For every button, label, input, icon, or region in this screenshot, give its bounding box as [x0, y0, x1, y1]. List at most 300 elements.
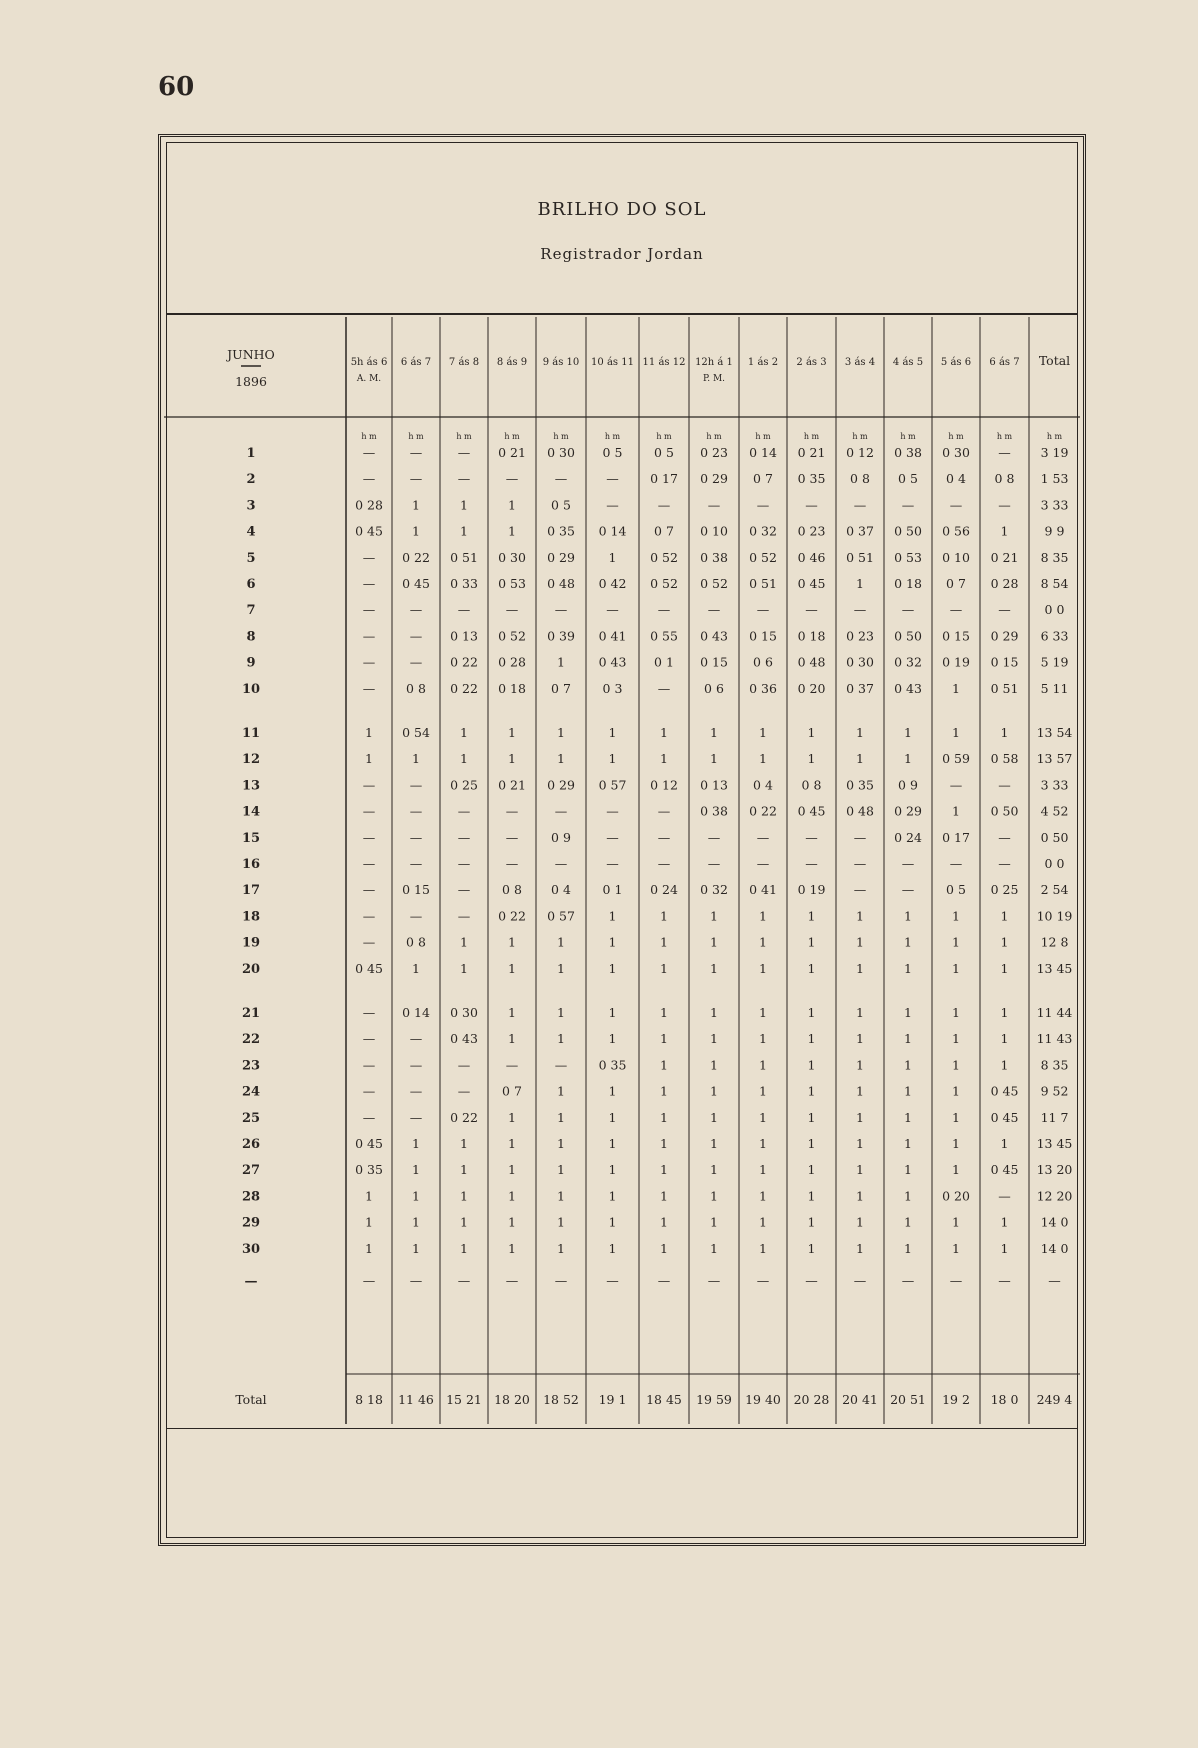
column-header: 7 ás 8 — [448, 357, 480, 368]
data-cell: 0 52 — [749, 549, 777, 565]
data-cell: 0 15 — [700, 654, 728, 670]
day-label: 2 — [246, 472, 256, 488]
data-cell: 1 — [710, 1240, 718, 1256]
data-cell: — — [505, 803, 519, 819]
data-cell: 0 45 — [990, 1109, 1019, 1125]
data-cell: 0 15 — [402, 882, 430, 898]
data-cell: 0 45 — [355, 1136, 383, 1151]
data-cell: — — [805, 856, 818, 871]
data-cell: — — [362, 1031, 376, 1047]
data-cell: 1 — [952, 725, 960, 740]
day-label: 28 — [241, 1189, 261, 1205]
data-cell: 1 — [460, 497, 468, 513]
title-divider — [167, 313, 1077, 315]
data-cell: — — [853, 882, 867, 898]
data-cell: 0 18 — [797, 628, 826, 644]
data-cell: 0 14 — [749, 445, 777, 460]
data-cell: 1 — [710, 1031, 718, 1047]
data-cell: 1 — [904, 751, 912, 767]
data-cell: 1 — [904, 1057, 912, 1073]
data-cell: 1 — [608, 1214, 617, 1230]
data-cell: — — [606, 1273, 619, 1288]
data-cell: 0 23 — [797, 523, 826, 539]
data-cell: 1 — [807, 1057, 816, 1073]
data-cell: 8 35 — [1040, 1057, 1069, 1073]
data-cell: 9 9 — [1044, 523, 1065, 539]
data-cell: 0 1 — [602, 882, 623, 898]
data-cell: — — [853, 829, 867, 845]
total-cell: 20 28 — [793, 1392, 830, 1407]
data-cell: 1 — [759, 1005, 767, 1020]
unit-label: h m — [361, 432, 377, 441]
data-cell: 1 — [952, 1005, 960, 1020]
data-cell: — — [457, 1083, 471, 1099]
data-cell: 0 1 — [654, 654, 674, 670]
data-cell: 1 — [608, 1188, 617, 1204]
data-cell: 0 25 — [990, 882, 1019, 898]
data-cell: — — [409, 777, 423, 793]
data-cell: 0 24 — [650, 882, 678, 898]
data-cell: 0 20 — [797, 680, 826, 696]
data-cell: 0 45 — [990, 1083, 1019, 1099]
data-cell: 1 — [759, 1240, 767, 1256]
data-cell: 0 35 — [547, 523, 575, 539]
day-label: 9 — [246, 655, 256, 671]
data-cell: 1 — [807, 1136, 816, 1151]
data-cell: 0 50 — [894, 628, 922, 644]
data-cell: — — [409, 445, 423, 460]
data-cell: 1 — [508, 1136, 516, 1151]
data-cell: 1 — [710, 1057, 718, 1073]
column-header: 6 ás 7 — [989, 357, 1020, 368]
data-cell: 1 — [608, 1162, 617, 1178]
data-cell: 1 — [460, 1136, 468, 1151]
data-cell: 1 — [856, 1136, 864, 1151]
data-cell: 0 29 — [547, 549, 575, 565]
data-cell: 0 22 — [402, 549, 430, 565]
data-cell: 1 — [856, 1109, 864, 1125]
data-cell: 0 23 — [700, 445, 728, 460]
data-cell: — — [362, 934, 376, 950]
month-label: JUNHO — [227, 347, 275, 362]
day-label: 25 — [241, 1110, 261, 1126]
data-cell: 0 45 — [797, 576, 826, 591]
data-cell: 0 57 — [547, 908, 575, 924]
data-cell: 1 — [660, 1109, 668, 1125]
total-cell: 15 21 — [446, 1392, 482, 1407]
data-cell: 1 — [759, 960, 767, 976]
data-cell: 0 20 — [942, 1188, 970, 1204]
data-cell: — — [505, 1057, 519, 1073]
column-header: 12h á 1 — [695, 357, 733, 368]
data-cell: 1 — [1000, 934, 1009, 950]
data-cell: 0 35 — [355, 1162, 383, 1178]
data-cell: — — [998, 1188, 1011, 1204]
data-cell: 1 — [710, 725, 718, 740]
data-cell: 1 — [904, 1109, 912, 1125]
data-cell: 1 — [608, 960, 617, 976]
data-cell: 1 — [460, 751, 468, 767]
data-cell: 1 — [904, 1214, 912, 1230]
day-label: 30 — [241, 1241, 261, 1257]
data-cell: 1 — [608, 1005, 617, 1020]
data-cell: 1 — [710, 751, 718, 767]
data-cell: 1 — [557, 725, 565, 740]
data-cell: 0 51 — [749, 576, 777, 591]
data-cell: — — [409, 908, 423, 924]
data-cell: 0 39 — [547, 628, 575, 644]
page-title: BRILHO DO SOL — [537, 199, 707, 220]
data-cell: 0 7 — [654, 523, 674, 539]
data-cell: 1 — [807, 1083, 816, 1099]
data-cell: 0 18 — [894, 576, 922, 591]
data-cell: 1 — [365, 751, 373, 767]
data-cell: 0 36 — [749, 680, 777, 696]
data-cell: 1 — [557, 1136, 565, 1151]
data-cell: 0 15 — [942, 628, 970, 644]
data-cell: — — [409, 1273, 423, 1288]
data-cell: — — [409, 803, 423, 819]
data-cell: 1 — [710, 1109, 718, 1125]
data-cell: 1 — [952, 1083, 960, 1099]
data-cell: 1 — [660, 1162, 668, 1178]
data-cell: 1 — [759, 751, 767, 767]
data-cell: 1 — [856, 1005, 864, 1020]
data-cell: 0 4 — [946, 471, 966, 487]
sunshine-table — [164, 317, 1084, 1427]
data-cell: 0 51 — [990, 680, 1019, 696]
page-subtitle: Registrador Jordan — [540, 245, 704, 263]
data-cell: 1 — [557, 1214, 565, 1230]
data-cell: 12 20 — [1036, 1188, 1073, 1204]
day-label: 24 — [241, 1084, 261, 1100]
data-cell: — — [362, 628, 376, 644]
data-cell: 0 8 — [801, 777, 822, 793]
data-cell: 1 — [412, 1162, 420, 1178]
data-cell: — — [901, 1273, 915, 1288]
data-cell: 1 — [904, 1162, 912, 1178]
data-cell: 0 7 — [551, 680, 571, 696]
data-cell: 1 — [1000, 1005, 1009, 1020]
data-cell: — — [756, 497, 770, 513]
data-cell: 0 41 — [749, 882, 777, 898]
data-cell: — — [606, 497, 619, 513]
data-cell: 1 — [412, 1136, 420, 1151]
data-cell: — — [998, 777, 1011, 793]
data-cell: 1 — [1000, 960, 1009, 976]
column-header: 9 ás 10 — [542, 357, 580, 368]
data-cell: 0 52 — [498, 628, 526, 644]
data-cell: 1 — [508, 725, 516, 740]
total-cell: 18 52 — [543, 1392, 579, 1407]
data-cell: — — [657, 497, 671, 513]
day-label: 6 — [246, 577, 256, 592]
data-cell: 1 — [608, 934, 617, 950]
data-cell: 1 — [557, 960, 565, 976]
data-cell: 1 — [807, 1214, 816, 1230]
data-cell: — — [409, 654, 423, 670]
data-cell: — — [409, 1083, 423, 1099]
data-cell: 0 19 — [797, 882, 826, 898]
data-cell: 0 29 — [547, 777, 575, 793]
data-cell: 0 32 — [749, 523, 777, 539]
data-cell: 1 — [807, 1188, 816, 1204]
unit-label: h m — [803, 432, 820, 441]
data-cell: 0 22 — [450, 1109, 478, 1125]
data-cell: — — [853, 602, 867, 618]
data-cell: 0 12 — [846, 445, 874, 460]
data-cell: 0 13 — [450, 628, 478, 644]
total-cell: 8 18 — [355, 1392, 383, 1407]
data-cell: 0 21 — [498, 445, 526, 460]
data-cell: 0 45 — [990, 1162, 1019, 1178]
data-cell: — — [853, 1273, 867, 1288]
data-cell: 1 — [856, 1057, 864, 1073]
year-label: 1896 — [235, 374, 267, 389]
data-cell: 1 — [608, 725, 617, 740]
total-cell: 19 2 — [942, 1392, 970, 1407]
data-cell: — — [707, 602, 721, 618]
column-header: 10 ás 11 — [591, 357, 634, 368]
data-cell: 0 13 — [700, 777, 728, 793]
data-cell: 0 17 — [942, 829, 970, 845]
data-cell: 0 58 — [990, 751, 1019, 767]
day-label: 19 — [241, 935, 261, 951]
data-cell: 13 20 — [1036, 1162, 1073, 1178]
data-cell: 1 — [759, 1057, 767, 1073]
data-cell: — — [657, 829, 671, 845]
data-cell: 0 29 — [700, 471, 728, 487]
data-cell: 1 — [460, 1240, 468, 1256]
data-cell: 0 46 — [797, 549, 826, 565]
column-header: 4 ás 5 — [892, 357, 924, 368]
data-cell: — — [362, 777, 376, 793]
data-cell: 1 — [807, 934, 816, 950]
data-cell: 1 — [807, 960, 816, 976]
data-cell: — — [606, 829, 619, 845]
data-cell: 1 — [856, 908, 864, 924]
data-cell: 0 19 — [942, 654, 970, 670]
data-cell: — — [756, 829, 770, 845]
data-cell: — — [362, 680, 376, 696]
data-cell: — — [362, 654, 376, 670]
data-cell: — — [949, 497, 963, 513]
data-cell: 1 — [856, 1162, 864, 1178]
data-cell: 0 0 — [1044, 602, 1065, 618]
data-cell: — — [409, 1057, 423, 1073]
data-cell: 1 — [759, 908, 767, 924]
data-cell: 0 5 — [946, 882, 966, 898]
total-cell: 18 20 — [494, 1392, 530, 1407]
data-cell: — — [606, 471, 619, 487]
data-cell: 0 51 — [846, 549, 874, 565]
data-cell: 0 56 — [942, 523, 970, 539]
data-cell: 0 15 — [749, 628, 777, 644]
data-cell: 0 6 — [704, 680, 724, 696]
data-cell: 0 28 — [498, 654, 526, 670]
day-label: 29 — [241, 1215, 261, 1231]
day-label: 22 — [241, 1032, 261, 1048]
data-cell: 0 8 — [406, 680, 426, 696]
data-cell: — — [901, 882, 915, 898]
data-cell: 1 — [952, 1240, 960, 1256]
data-cell: — — [505, 856, 519, 871]
data-cell: 1 — [759, 1136, 767, 1151]
data-cell: 0 32 — [700, 882, 728, 898]
data-cell: — — [362, 445, 376, 460]
data-cell: 0 45 — [355, 960, 383, 976]
data-cell: 0 32 — [894, 654, 922, 670]
unit-label: h m — [553, 432, 569, 441]
data-cell: 1 — [710, 908, 718, 924]
data-cell: 1 — [710, 934, 718, 950]
data-cell: — — [409, 471, 423, 487]
data-cell: — — [998, 829, 1011, 845]
table-frame — [158, 134, 1086, 1546]
data-cell: 1 — [460, 934, 468, 950]
data-cell: 1 — [508, 1188, 516, 1204]
data-cell: 1 — [1000, 1240, 1009, 1256]
data-cell: 1 — [1000, 1214, 1009, 1230]
data-cell: 13 57 — [1036, 751, 1073, 767]
data-cell: — — [707, 856, 721, 871]
data-cell: 1 — [660, 751, 668, 767]
page-number: 60 — [158, 72, 195, 102]
data-cell: 1 — [856, 1240, 864, 1256]
data-cell: 0 48 — [547, 576, 575, 591]
data-cell: — — [362, 882, 376, 898]
data-cell: 1 — [557, 1031, 565, 1047]
data-cell: 1 — [508, 1214, 516, 1230]
data-cell: 0 38 — [700, 803, 728, 819]
data-cell: 2 54 — [1040, 882, 1069, 898]
data-cell: 1 — [508, 934, 516, 950]
data-cell: 13 54 — [1036, 725, 1073, 740]
data-cell: 11 44 — [1036, 1005, 1073, 1020]
data-cell: — — [756, 1273, 770, 1288]
data-cell: 1 — [952, 1214, 960, 1230]
data-cell: 0 4 — [753, 777, 773, 793]
data-cell: 1 — [660, 960, 668, 976]
total-cell: 18 45 — [646, 1392, 682, 1407]
data-cell: 0 14 — [598, 523, 627, 539]
data-cell: 0 18 — [498, 680, 526, 696]
total-cell: 11 46 — [398, 1392, 434, 1407]
data-cell: 1 — [710, 1214, 718, 1230]
data-cell: — — [554, 1273, 568, 1288]
data-cell: 1 — [710, 1083, 718, 1099]
data-cell: 1 — [952, 803, 960, 819]
data-cell: 0 33 — [450, 576, 478, 591]
data-cell: 1 — [952, 908, 960, 924]
column-header: 6 ás 7 — [400, 357, 432, 368]
data-cell: 0 3 — [602, 680, 623, 696]
data-cell: 0 22 — [450, 680, 478, 696]
day-label: 3 — [246, 498, 256, 514]
data-cell: 1 — [1000, 1057, 1009, 1073]
data-cell: — — [409, 856, 423, 871]
data-cell: — — [554, 471, 568, 487]
data-cell: 1 — [710, 1188, 718, 1204]
data-cell: 0 5 — [898, 471, 918, 487]
data-cell: 1 — [904, 1188, 912, 1204]
data-cell: 0 5 — [602, 445, 623, 460]
data-cell: 1 — [608, 1136, 617, 1151]
data-cell: 1 — [759, 1162, 767, 1178]
data-cell: — — [554, 803, 568, 819]
data-cell: 1 — [904, 1083, 912, 1099]
data-cell: — — [901, 497, 915, 513]
data-cell: 0 8 — [850, 471, 870, 487]
day-label: 4 — [246, 524, 256, 540]
data-cell: — — [998, 856, 1011, 871]
data-cell: — — [457, 445, 471, 460]
data-cell: — — [998, 497, 1011, 513]
data-cell: 1 — [856, 725, 864, 740]
table-bottom-divider — [167, 1428, 1077, 1429]
total-cell: 20 41 — [842, 1392, 878, 1407]
data-cell: 0 50 — [1040, 829, 1069, 845]
data-cell: 0 24 — [894, 829, 922, 845]
data-cell: 1 — [807, 1240, 816, 1256]
data-cell: — — [362, 1005, 376, 1020]
data-cell: 0 30 — [942, 445, 970, 460]
data-cell: 8 54 — [1040, 576, 1069, 591]
data-cell: 1 — [856, 1214, 864, 1230]
data-cell: — — [505, 602, 519, 618]
data-cell: 0 45 — [797, 803, 826, 819]
data-cell: — — [998, 1273, 1011, 1288]
data-cell: 1 — [759, 1109, 767, 1125]
data-cell: — — [606, 602, 619, 618]
data-cell: 1 — [460, 523, 468, 539]
data-cell: 1 — [856, 1031, 864, 1047]
data-cell: 1 — [856, 1083, 864, 1099]
data-cell: 1 — [759, 725, 767, 740]
data-cell: — — [949, 856, 963, 871]
day-label: 15 — [241, 830, 261, 846]
data-cell: 1 — [557, 1240, 565, 1256]
data-cell: 1 — [710, 1162, 718, 1178]
data-cell: 1 — [365, 725, 373, 740]
data-cell: 1 — [508, 960, 516, 976]
data-cell: 1 — [856, 751, 864, 767]
data-cell: 1 — [508, 497, 516, 513]
total-label: Total — [235, 1392, 267, 1407]
day-label: 14 — [241, 804, 261, 820]
data-cell: — — [362, 602, 376, 618]
data-cell: 1 — [412, 523, 420, 539]
data-cell: 5 19 — [1040, 654, 1069, 670]
day-label: 12 — [241, 752, 261, 768]
data-cell: — — [457, 829, 471, 845]
data-cell: — — [554, 602, 568, 618]
data-cell: 1 — [412, 1240, 420, 1256]
data-cell: 0 6 — [753, 654, 773, 670]
unit-label: h m — [604, 432, 621, 441]
data-cell: — — [657, 856, 671, 871]
data-cell: 1 — [660, 1214, 668, 1230]
data-cell: 0 35 — [846, 777, 874, 793]
unit-label: h m — [656, 432, 672, 441]
data-cell: — — [362, 829, 376, 845]
data-cell: 1 — [412, 751, 420, 767]
data-cell: — — [362, 471, 376, 487]
unit-label: h m — [456, 432, 472, 441]
unit-label: h m — [706, 432, 722, 441]
data-cell: 0 9 — [898, 777, 918, 793]
data-cell: 0 12 — [650, 777, 678, 793]
